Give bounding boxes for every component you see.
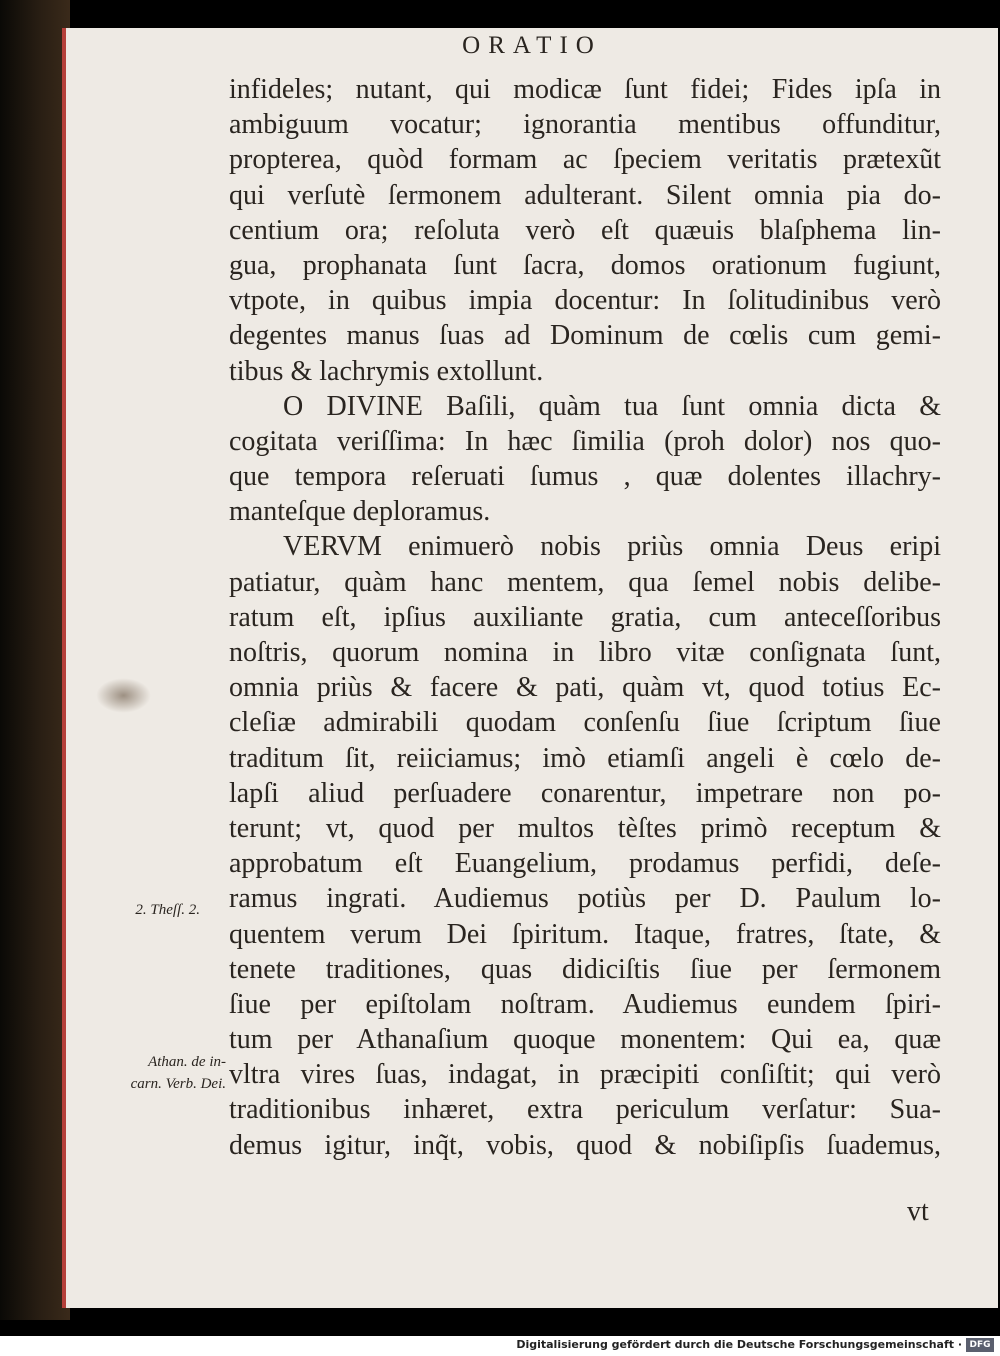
text-line: tibus & lachrymis extollunt. [229, 355, 544, 387]
text-line: vltra vires ſuas, indagat, in præcipiti conſiſtit; qui verò [229, 1059, 941, 1091]
text-line: manteſque deploramus. [229, 496, 491, 528]
text-line: noſtris, quorum nomina in libro vitæ conſignata ſunt, [229, 637, 941, 668]
margin-note-thessalonians: 2. Theſſ. 2. [135, 902, 200, 918]
text-line: degentes manus ſuas ad Dominum de cœlis cum gemi- [229, 320, 941, 352]
footer-credit: Digitalisierung gefördert durch die Deutsche Forschungsgemeinschaft · [516, 1338, 962, 1351]
text-line: VERVM enimuerò nobis priùs omnia Deus eripi [283, 531, 941, 563]
text-line: approbatum eſt Euangelium, prodamus perfidi, deſe- [229, 848, 941, 880]
book-spine-shadow [0, 0, 70, 1320]
text-line: vtpote, in quibus impia docentur: In ſolitudinibus verò [229, 285, 941, 317]
text-line: omnia priùs & facere & pati, quàm vt, quod totius Ec- [229, 672, 941, 704]
dfg-logo-icon: DFG [966, 1338, 994, 1352]
text-line: ramus ingrati. Audiemus potiùs per D. Paulum lo- [229, 883, 941, 915]
text-line: infideles; nutant, qui modicæ ſunt fidei; Fides ipſa in [229, 74, 941, 105]
text-line: ſiue per epiſtolam noſtram. Audiemus eundem ſpiri- [229, 988, 941, 1020]
text-line: cogitata veriſſima: In hæc ſimilia (proh dolor) nos quo- [229, 425, 941, 457]
text-line: traditum ſit, reiiciamus; imò etiamſi angeli è cœlo de- [229, 742, 941, 774]
margin-note-athanasius-1: Athan. de in- [148, 1054, 226, 1070]
text-line: ambiguum vocatur; ignorantia mentibus offunditur, [229, 109, 941, 141]
text-line: cleſiæ admirabili quodam conſenſu ſiue ſcriptum ſiue [229, 707, 941, 739]
main-text-block [229, 72, 941, 1163]
text-line: centium ora; reſoluta verò eſt quæuis blaſphema lin- [229, 214, 941, 246]
text-line: tum per Athanaſium quoque monentem: Qui ea, quæ [229, 1024, 941, 1056]
text-line: terunt; vt, quod per multos tèſtes primò receptum & [229, 812, 941, 844]
text-line: traditionibus inhæret, extra periculum verſatur: Sua- [229, 1094, 941, 1126]
text-line: gua, prophanata ſunt ſacra, domos orationum fugiunt, [229, 249, 941, 281]
text-line: demus igitur, inq̃t, vobis, quod & nobiſipſis ſuademus, [229, 1129, 941, 1161]
text-line: tenete traditiones, quas didiciſtis ſiue per ſermonem [229, 953, 941, 985]
footer-bar [0, 1336, 1000, 1356]
running-header: ORATIO [462, 32, 602, 59]
book-page [62, 28, 998, 1308]
text-line: ratum eſt, ipſius auxiliante gratia, cum anteceſſoribus [229, 601, 941, 633]
text-line: qui verſutè ſermonem adulterant. Silent omnia pia do- [229, 179, 941, 211]
text-line: quentem verum Dei ſpiritum. Itaque, fratres, ſtate, & [229, 918, 941, 950]
margin-note-athanasius-2: carn. Verb. Dei. [130, 1076, 226, 1092]
catchword: vt [907, 1196, 929, 1227]
text-line: O DIVINE Baſili, quàm tua ſunt omnia dicta & [283, 390, 941, 422]
text-line: lapſi aliud perſuadere conarentur, impetrare non po- [229, 777, 941, 809]
text-line: que tempora reſeruati ſumus , quæ dolentes illachry- [229, 461, 941, 493]
text-line: patiatur, quàm hanc mentem, qua ſemel nobis delibe- [229, 566, 941, 598]
page-stain [96, 678, 151, 713]
text-line: propterea, quòd formam ac ſpeciem veritatis prætexũt [229, 144, 941, 176]
